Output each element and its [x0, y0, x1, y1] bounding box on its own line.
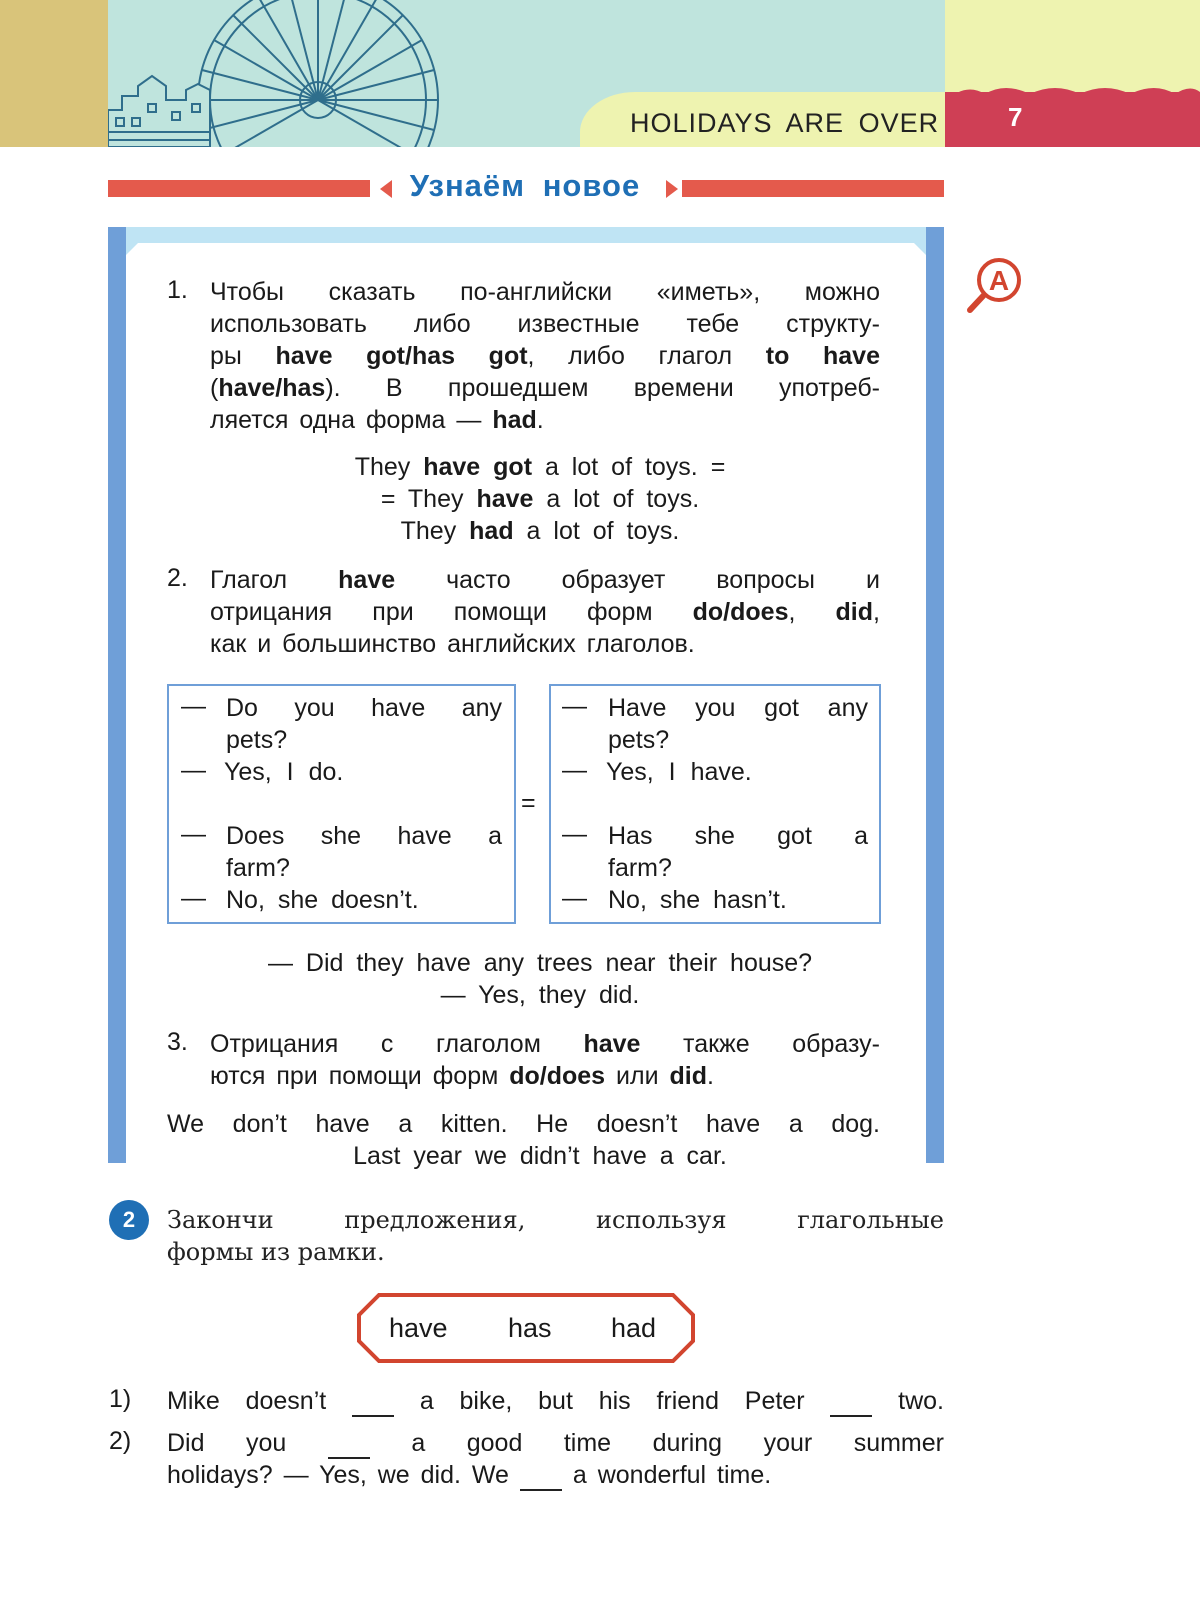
- rule-3-number: 3.: [167, 1028, 188, 1056]
- dash: —: [181, 756, 206, 784]
- rule-1-line-2: использовать либо известные тебе структу-: [210, 310, 880, 338]
- word-option: have: [389, 1313, 448, 1343]
- header-left-band: [0, 0, 108, 147]
- dialog-right-a1: Yes, I have.: [606, 758, 752, 786]
- rule-1-line-4: (have/has). В прошедшем времени употреб-: [210, 374, 880, 402]
- rule-2-line-2: отрицания при помощи форм do/does, did,: [210, 598, 880, 626]
- item-2-line-1: Did you a good time during your summer: [167, 1429, 944, 1457]
- rule-2-number: 2.: [167, 564, 188, 592]
- rule-box-corner: [126, 243, 138, 255]
- dialog-right-q1-line-2: pets?: [608, 726, 670, 754]
- item-1-sentence: Mike doesn’t a bike, but his friend Peter two.: [167, 1387, 944, 1415]
- scalloped-edge: [945, 82, 1200, 102]
- dialog-right-q1-line-1: Have you got any: [608, 694, 868, 722]
- example-1-line-1: They have got a lot of toys. =: [354, 453, 726, 481]
- word-option: has: [508, 1313, 552, 1343]
- stamp-letter: A: [988, 265, 1010, 296]
- rule-2-line-1: Глагол have часто образует вопросы и: [210, 566, 880, 594]
- dash: —: [562, 820, 587, 848]
- unit-title: HOLIDAYS ARE OVER: [630, 108, 940, 138]
- rule-3-line-1: Отрицания с глаголом have также образу-: [210, 1030, 880, 1058]
- dash: —: [562, 884, 587, 912]
- dialog-left-a1: Yes, I do.: [224, 758, 344, 786]
- rule-1-line-5: ляется одна форма — had.: [210, 406, 544, 434]
- rule-box-top: [108, 227, 944, 243]
- item-1-number: 1): [109, 1385, 132, 1413]
- answer-blank[interactable]: [352, 1389, 394, 1417]
- example-1-line-2: = They have a lot of toys.: [380, 485, 700, 513]
- answer-blank[interactable]: [328, 1431, 370, 1459]
- dash: —: [562, 692, 587, 720]
- dialog-right-q2-line-2: farm?: [608, 854, 672, 882]
- dash: —: [562, 756, 587, 784]
- page-number-band: [945, 92, 1200, 147]
- item-2-number: 2): [109, 1427, 132, 1455]
- rule-box-left-border: [108, 227, 126, 1163]
- rule-box-corner: [914, 243, 926, 255]
- dialog-left-q2-line-1: Does she have a: [226, 822, 502, 850]
- answer-blank[interactable]: [520, 1463, 562, 1491]
- dialog-left-a2: No, she doesn’t.: [226, 886, 419, 914]
- rule-3-line-2: ются при помощи форм do/does или did.: [210, 1062, 714, 1090]
- dialog-left-q1-line-1: Do you have any: [226, 694, 502, 722]
- exercise-2-task-line-2: формы из рамки.: [167, 1238, 385, 1266]
- dialog-equals-sign: =: [521, 789, 536, 817]
- exercise-number-badge: 2: [109, 1200, 149, 1240]
- dialog-right-q2-line-1: Has she got a: [608, 822, 868, 850]
- answer-blank[interactable]: [830, 1389, 872, 1417]
- rule-1-number: 1.: [167, 276, 188, 304]
- dash: —: [181, 820, 206, 848]
- rule-1-line-1: Чтобы сказать по-английски «иметь», можно: [210, 278, 880, 306]
- section-title: Узнаём новое: [409, 168, 641, 203]
- dash: —: [181, 884, 206, 912]
- banner-line-left: [108, 180, 370, 197]
- ferris-wheel-illustration: [108, 0, 468, 147]
- exercise-2-task-line-1: Закончи предложения, используя глагольные: [167, 1206, 944, 1234]
- example-1-line-3: They had a lot of toys.: [400, 517, 680, 545]
- banner-chevron-right: [666, 180, 678, 198]
- rule-2-line-3: как и большинство английских глаголов.: [210, 630, 695, 658]
- rule-1-line-3: ры have got/has got, либо глагол to have: [210, 342, 880, 370]
- item-2-line-2: holidays? — Yes, we did. We a wonderful time.: [167, 1461, 772, 1489]
- banner-line-right: [682, 180, 944, 197]
- dialog-left-q2-line-2: farm?: [226, 854, 290, 882]
- rule-box-right-border: [926, 227, 944, 1163]
- dialog-right-a2: No, she hasn’t.: [608, 886, 787, 914]
- dash: —: [181, 692, 206, 720]
- dialog-left-q1-line-2: pets?: [226, 726, 288, 754]
- example-2-question: — Did they have any trees near their house?: [267, 949, 813, 977]
- page-number: 7: [1008, 102, 1023, 132]
- word-option: had: [611, 1313, 657, 1343]
- example-2-answer: — Yes, they did.: [440, 981, 640, 1009]
- magnifier-a-icon: [966, 255, 1026, 315]
- example-3-line-2: Last year we didn’t have a car.: [353, 1142, 727, 1170]
- example-3-line-1: We don’t have a kitten. He doesn’t have a dog.: [167, 1110, 880, 1138]
